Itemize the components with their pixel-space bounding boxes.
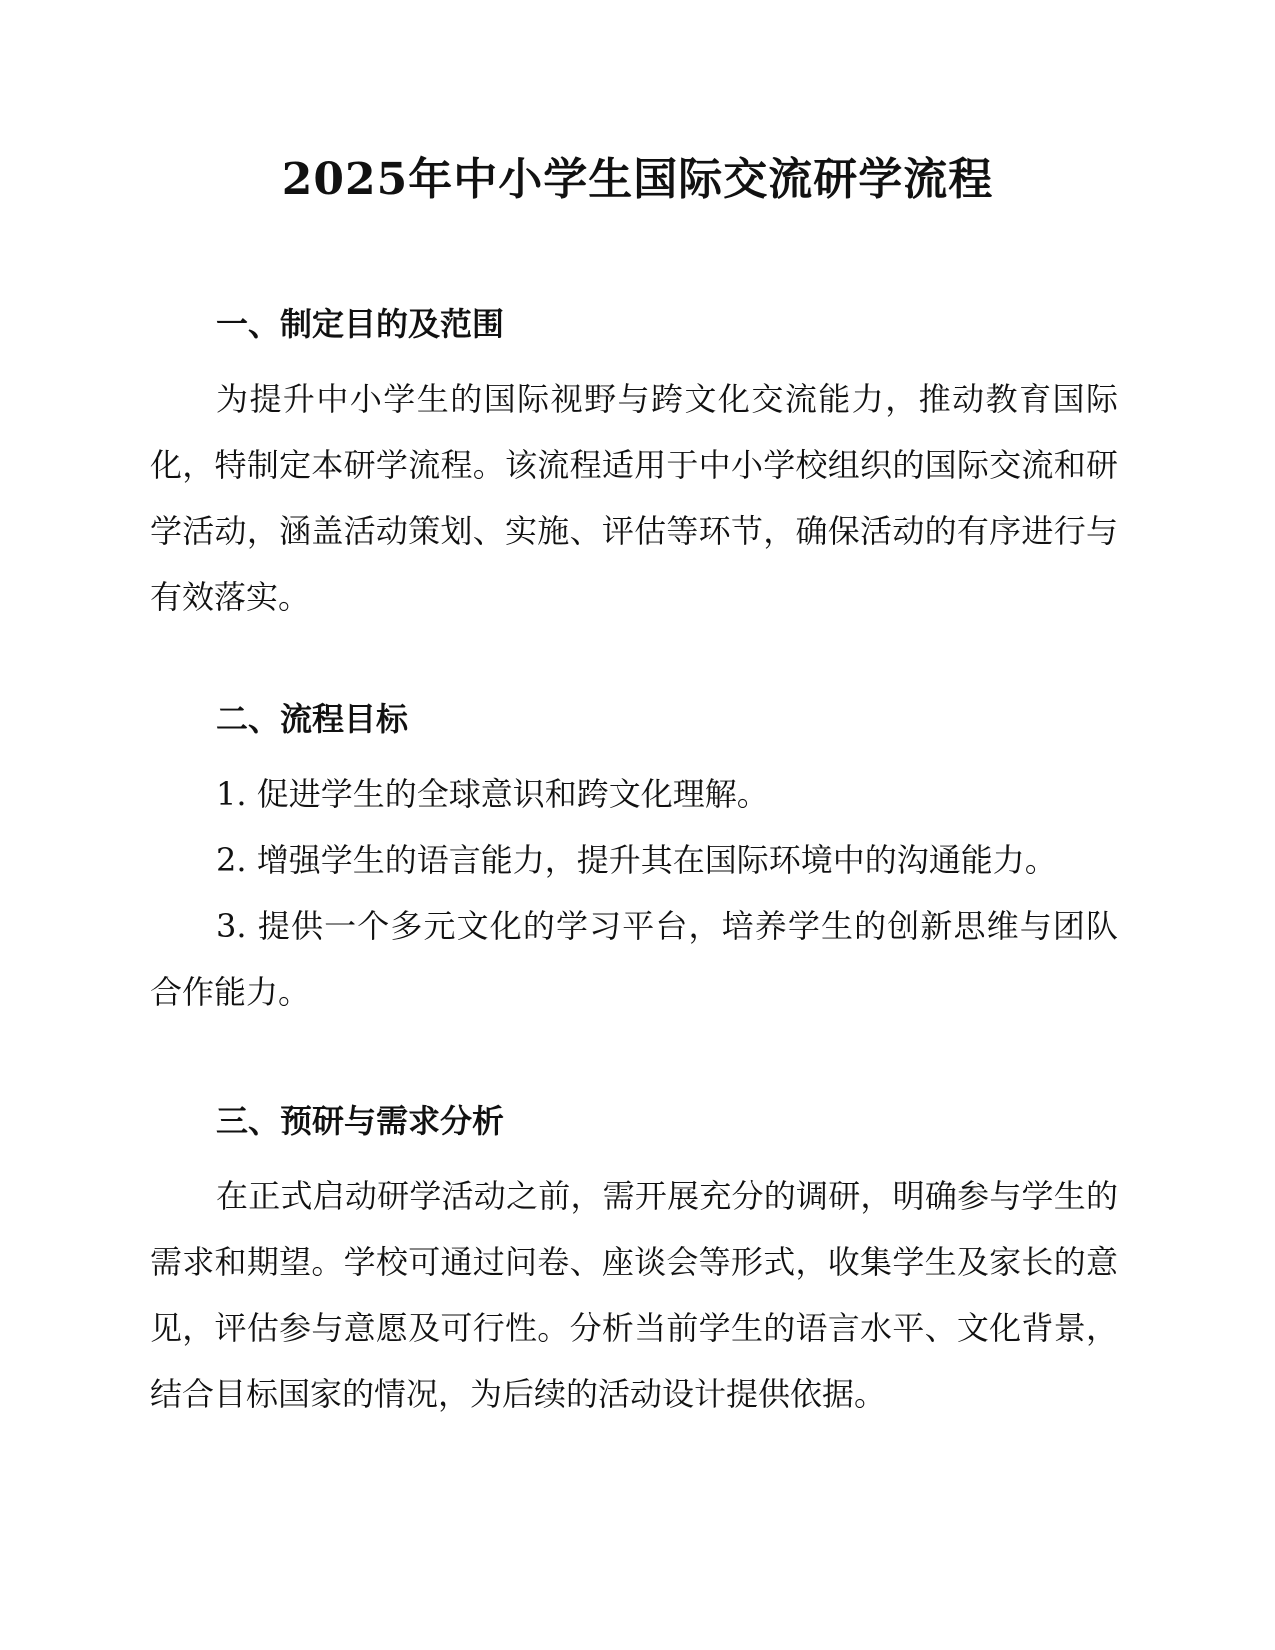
section-heading: 三、预研与需求分析 xyxy=(216,1102,505,1140)
page-title: 2025年中小学生国际交流研学流程 xyxy=(281,154,994,205)
section-paragraph: 为提升中小学生的国际视野与跨文化交流能力，推动教育国际化，特制定本研学流程。该流程适用于中小学校组织的国际交流和研学活动，涵盖活动策划、实施、评估等环节，确保活动的有序进行与有效落实。 xyxy=(150,380,1118,616)
goal-item-3: 3. 提供一个多元文化的学习平台，培养学生的创新思维与团队合作能力。 xyxy=(150,907,1118,1011)
section-heading: 二、流程目标 xyxy=(216,700,409,738)
section-purpose-scope xyxy=(150,302,1118,630)
section-heading: 一、制定目的及范围 xyxy=(216,305,505,343)
goal-item-1: 1. 促进学生的全球意识和跨文化理解。 xyxy=(216,775,769,813)
goal-item-2: 2. 增强学生的语言能力，提升其在国际环境中的沟通能力。 xyxy=(216,841,1057,879)
section-paragraph: 在正式启动研学活动之前，需开展充分的调研，明确参与学生的需求和期望。学校可通过问卷、座谈会等形式，收集学生及家长的意见，评估参与意愿及可行性。分析当前学生的语言水平、文化背景，结合目标国家的情况，为后续的活动设计提供依据。 xyxy=(150,1177,1118,1413)
section-process-goals xyxy=(150,697,1118,1025)
section-research-needs-analysis xyxy=(150,1099,1118,1427)
